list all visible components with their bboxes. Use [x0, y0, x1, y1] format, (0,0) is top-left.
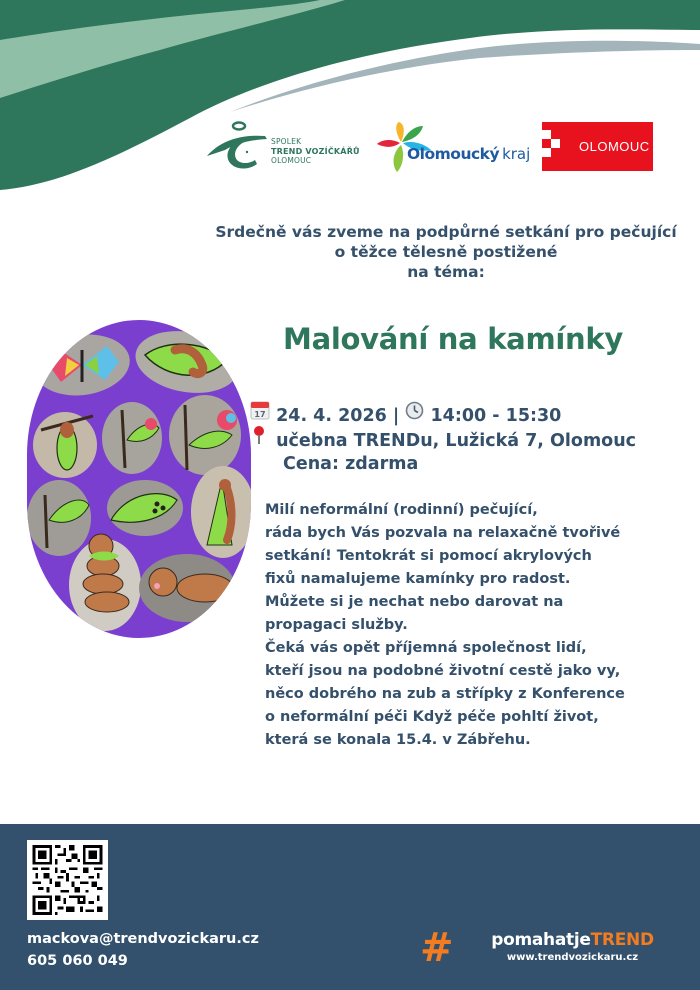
calendar-icon	[250, 400, 270, 428]
wheelchair-figure-icon	[205, 120, 271, 175]
contact-phone[interactable]: 605 060 049	[27, 953, 128, 969]
event-location: učebna TRENDu, Lužická 7, Olomouc	[276, 431, 637, 451]
qr-code[interactable]	[27, 840, 108, 920]
event-title: Malování na kamínky	[283, 322, 623, 356]
olomouc-logo-label: OLOMOUC	[579, 139, 650, 154]
partner-logos	[205, 115, 665, 180]
logo-olomouc-city	[542, 122, 653, 171]
invitation-intro	[200, 222, 692, 282]
description-line: kteří jsou na podobné životní cestě jako vy,	[265, 663, 621, 679]
description-line: fixů namalujeme kamínky pro radost.	[265, 571, 571, 587]
event-location-row	[250, 427, 690, 452]
separator: |	[392, 406, 400, 426]
description-line: o neformální péči Když péče pohltí život,	[265, 709, 599, 725]
event-datetime-row	[250, 402, 690, 427]
description-line: Můžete si je nechat nebo darovat na	[265, 594, 564, 610]
kraj-logo-light: kraj	[502, 145, 531, 163]
campaign-brand	[475, 930, 670, 963]
contact-email[interactable]: mackova@trendvozickaru.cz	[27, 931, 259, 947]
website-link[interactable]: www.trendvozickaru.cz	[506, 952, 639, 963]
event-price-row	[250, 452, 690, 477]
trend-logo-line2: TREND VOZÍČKÁŘŮ	[271, 146, 360, 156]
logo-olomoucky-kraj	[373, 118, 533, 176]
kraj-logo-bold: Olomoucký	[407, 145, 500, 163]
clock-icon	[405, 401, 424, 428]
event-time: 14:00 - 15:30	[430, 406, 562, 426]
trend-logo-line3: OLOMOUC	[271, 156, 312, 165]
campaign-slogan	[475, 930, 670, 950]
event-price: Cena: zdarma	[283, 454, 419, 474]
description-line: Čeká vás opět příjemná společnost lidí,	[265, 640, 587, 656]
qr-code-icon	[32, 845, 103, 915]
location-pin-icon	[250, 425, 270, 453]
painted-stones-photo	[27, 320, 251, 638]
description-line: něco dobrého na zub a střípky z Konference	[265, 686, 625, 702]
slogan-accent: TREND	[590, 930, 654, 950]
event-description	[265, 499, 685, 752]
event-details	[250, 402, 690, 477]
painted-stones-illustration	[27, 320, 251, 638]
description-line: Milí neformální (rodinní) pečující,	[265, 502, 538, 518]
svg-text:17: 17	[254, 410, 266, 419]
slogan-plain: pomahatje	[491, 930, 591, 950]
contact-info	[27, 928, 259, 972]
description-line: ráda bych Vás pozvala na relaxačně tvořivé	[265, 525, 621, 541]
intro-line: Srdečně vás zveme na podpůrné setkání pro pečující	[215, 223, 677, 241]
intro-line: o těžce tělesně postižené	[334, 243, 558, 261]
description-line: setkání! Tentokrát si pomocí akrylových	[265, 548, 592, 564]
logo-spolek-trend-vozickaru	[205, 120, 370, 175]
hashtag-icon: #	[420, 925, 454, 971]
footer	[0, 824, 700, 990]
intro-line: na téma:	[407, 263, 485, 281]
description-line: která se konala 15.4. v Zábřehu.	[265, 732, 531, 748]
event-date: 24. 4. 2026	[276, 406, 387, 426]
description-line: propagaci služby.	[265, 617, 408, 633]
trend-logo-line1: SPOLEK	[271, 137, 302, 146]
